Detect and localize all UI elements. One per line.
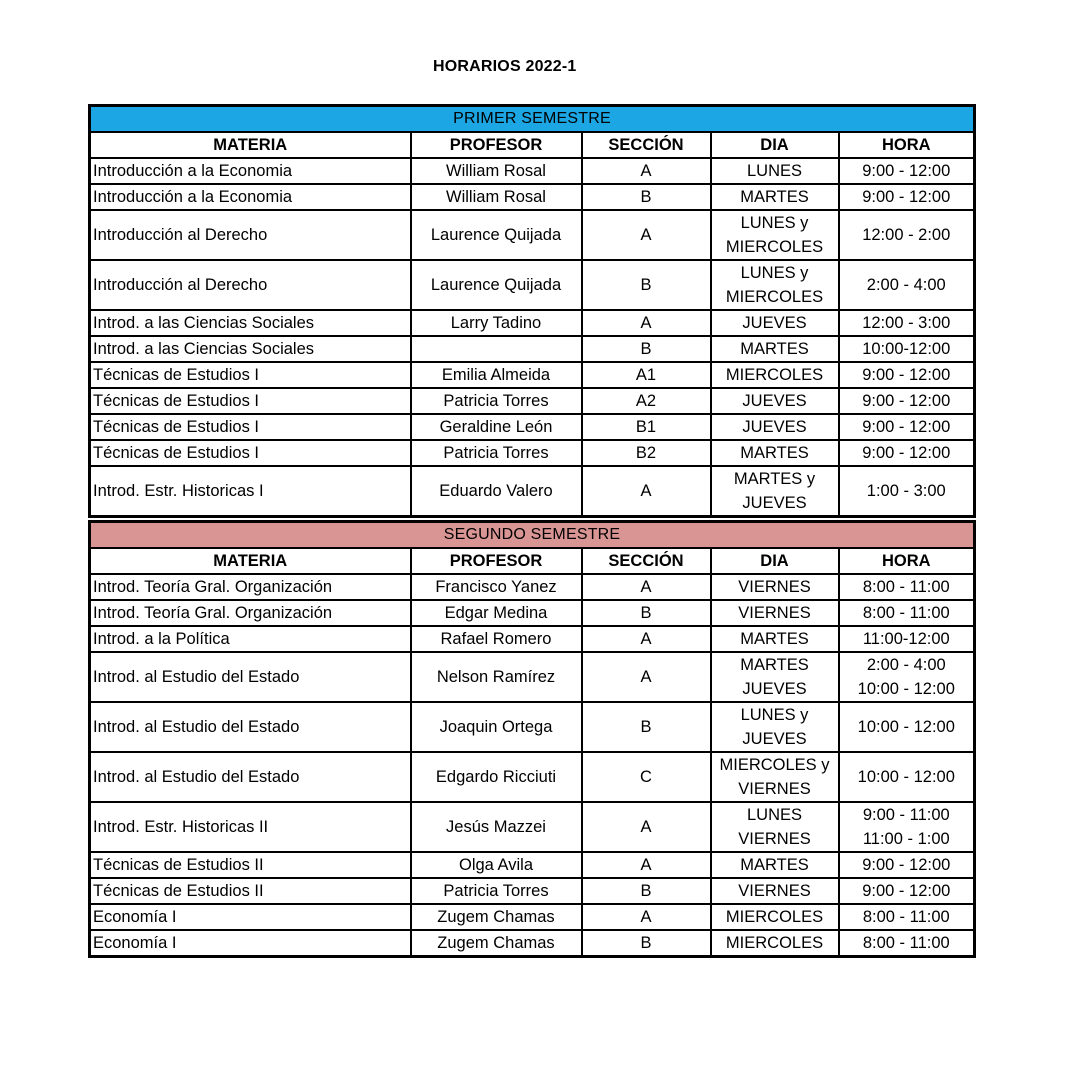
cell-materia: Introd. Estr. Historicas I [90, 466, 411, 517]
cell-profesor: Zugem Chamas [411, 930, 582, 957]
cell-materia: Técnicas de Estudios II [90, 878, 411, 904]
cell-seccion: A [582, 626, 711, 652]
hora-line: 9:00 - 11:00 [862, 806, 950, 824]
cell-seccion: B [582, 878, 711, 904]
cell-seccion: A1 [582, 362, 711, 388]
table-row [90, 210, 975, 260]
cell-hora [839, 414, 975, 440]
cell-dia [711, 626, 839, 652]
cell-materia: Introd. a las Ciencias Sociales [90, 336, 411, 362]
dia-line: MIERCOLES [725, 238, 824, 256]
cell-hora [839, 336, 975, 362]
cell-dia [711, 158, 839, 184]
cell-profesor: Emilia Almeida [411, 362, 582, 388]
dia-line: MIERCOLES y [719, 756, 830, 774]
cell-hora [839, 184, 975, 210]
hora-line: 1:00 - 3:00 [866, 482, 946, 500]
cell-materia: Introducción a la Economia [90, 184, 411, 210]
cell-hora [839, 702, 975, 752]
table-row [90, 878, 975, 904]
cell-dia [711, 414, 839, 440]
cell-dia [711, 574, 839, 600]
table-row [90, 440, 975, 466]
cell-materia: Introd. Estr. Historicas II [90, 802, 411, 852]
segundo-semestre-rows [90, 574, 975, 957]
cell-profesor: Geraldine León [411, 414, 582, 440]
cell-hora [839, 210, 975, 260]
dia-line: MARTES [740, 656, 809, 674]
hora-line: 10:00 - 12:00 [857, 718, 955, 736]
cell-dia [711, 440, 839, 466]
hora-line: 2:00 - 4:00 [866, 656, 946, 674]
cell-profesor: Edgardo Ricciuti [411, 752, 582, 802]
header-profesor: PROFESOR [411, 132, 582, 158]
dia-line: LUNES [746, 806, 803, 824]
dia-line: JUEVES [742, 418, 807, 436]
cell-dia [711, 752, 839, 802]
table-row [90, 702, 975, 752]
table-row [90, 184, 975, 210]
table-row [90, 600, 975, 626]
header-dia: DIA [711, 132, 839, 158]
header-materia: MATERIA [90, 132, 411, 158]
cell-hora [839, 878, 975, 904]
segundo-semestre-table [88, 520, 976, 958]
cell-seccion: A [582, 852, 711, 878]
cell-profesor: Edgar Medina [411, 600, 582, 626]
dia-line: JUEVES [742, 680, 807, 698]
cell-seccion: B1 [582, 414, 711, 440]
cell-dia [711, 466, 839, 517]
cell-materia: Técnicas de Estudios II [90, 852, 411, 878]
table-row [90, 652, 975, 702]
table-row [90, 388, 975, 414]
dia-line: VIERNES [738, 578, 811, 596]
cell-profesor: Nelson Ramírez [411, 652, 582, 702]
cell-seccion: A [582, 574, 711, 600]
dia-line: LUNES y [740, 706, 809, 724]
table-row [90, 626, 975, 652]
cell-dia [711, 702, 839, 752]
cell-seccion: A [582, 210, 711, 260]
cell-profesor: Francisco Yanez [411, 574, 582, 600]
table-row [90, 904, 975, 930]
hora-line: 2:00 - 4:00 [866, 276, 946, 294]
cell-profesor: Laurence Quijada [411, 260, 582, 310]
cell-hora [839, 574, 975, 600]
dia-line: JUEVES [742, 392, 807, 410]
header-dia: DIA [711, 548, 839, 574]
cell-profesor [411, 336, 582, 362]
cell-seccion: A2 [582, 388, 711, 414]
cell-profesor: Patricia Torres [411, 440, 582, 466]
cell-dia [711, 930, 839, 957]
cell-materia: Introd. al Estudio del Estado [90, 702, 411, 752]
hora-line: 8:00 - 11:00 [862, 934, 950, 952]
cell-hora [839, 904, 975, 930]
cell-profesor: William Rosal [411, 184, 582, 210]
table-row [90, 414, 975, 440]
cell-hora [839, 626, 975, 652]
hora-line: 9:00 - 12:00 [862, 418, 951, 436]
dia-line: MARTES [740, 444, 809, 462]
cell-profesor: William Rosal [411, 158, 582, 184]
dia-line: VIERNES [738, 830, 811, 848]
cell-seccion: B [582, 184, 711, 210]
cell-materia: Introd. Teoría Gral. Organización [90, 574, 411, 600]
cell-seccion: B [582, 930, 711, 957]
cell-materia: Introd. Teoría Gral. Organización [90, 600, 411, 626]
hora-line: 10:00-12:00 [862, 340, 951, 358]
cell-materia: Técnicas de Estudios I [90, 362, 411, 388]
hora-line: 9:00 - 12:00 [862, 444, 951, 462]
cell-dia [711, 878, 839, 904]
hora-line: 11:00-12:00 [862, 630, 950, 648]
cell-seccion: B [582, 336, 711, 362]
cell-hora [839, 600, 975, 626]
cell-hora [839, 652, 975, 702]
cell-profesor: Jesús Mazzei [411, 802, 582, 852]
table-row [90, 158, 975, 184]
cell-hora [839, 466, 975, 517]
hora-line: 10:00 - 12:00 [857, 680, 955, 698]
hora-line: 8:00 - 11:00 [862, 578, 950, 596]
cell-hora [839, 802, 975, 852]
dia-line: VIERNES [738, 780, 811, 798]
cell-dia [711, 362, 839, 388]
cell-dia [711, 600, 839, 626]
dia-line: JUEVES [742, 730, 807, 748]
primer-semestre-band: PRIMER SEMESTRE [90, 106, 975, 133]
cell-dia [711, 260, 839, 310]
cell-materia: Técnicas de Estudios I [90, 440, 411, 466]
table-row [90, 260, 975, 310]
header-seccion: SECCIÓN [582, 132, 711, 158]
dia-line: MARTES [740, 856, 809, 874]
cell-materia: Técnicas de Estudios I [90, 414, 411, 440]
table-row [90, 930, 975, 957]
cell-hora [839, 260, 975, 310]
cell-materia: Técnicas de Estudios I [90, 388, 411, 414]
hora-line: 12:00 - 2:00 [862, 226, 951, 244]
cell-profesor: Eduardo Valero [411, 466, 582, 517]
dia-line: MIERCOLES [725, 366, 824, 384]
hora-line: 8:00 - 11:00 [862, 908, 950, 926]
dia-line: MARTES y [733, 470, 816, 488]
cell-hora [839, 158, 975, 184]
cell-dia [711, 388, 839, 414]
cell-materia: Economía I [90, 930, 411, 957]
cell-dia [711, 652, 839, 702]
cell-profesor: Rafael Romero [411, 626, 582, 652]
cell-profesor: Joaquin Ortega [411, 702, 582, 752]
cell-seccion: B2 [582, 440, 711, 466]
primer-semestre-table [88, 104, 976, 518]
primer-semestre-rows [90, 158, 975, 517]
dia-line: MARTES [740, 630, 809, 648]
cell-profesor: Patricia Torres [411, 388, 582, 414]
cell-seccion: A [582, 904, 711, 930]
segundo-semestre-band: SEGUNDO SEMESTRE [90, 522, 975, 549]
cell-hora [839, 310, 975, 336]
header-profesor: PROFESOR [411, 548, 582, 574]
cell-materia: Introducción a la Economia [90, 158, 411, 184]
table-row [90, 466, 975, 517]
cell-dia [711, 336, 839, 362]
cell-seccion: A [582, 158, 711, 184]
table-row [90, 852, 975, 878]
hora-line: 8:00 - 11:00 [862, 604, 950, 622]
cell-hora [839, 930, 975, 957]
dia-line: LUNES y [740, 214, 809, 232]
dia-line: VIERNES [738, 882, 811, 900]
dia-line: VIERNES [738, 604, 811, 622]
dia-line: LUNES y [740, 264, 809, 282]
header-seccion: SECCIÓN [582, 548, 711, 574]
dia-line: LUNES [746, 162, 803, 180]
cell-seccion: A [582, 466, 711, 517]
table-row [90, 310, 975, 336]
cell-profesor: Laurence Quijada [411, 210, 582, 260]
table-row [90, 362, 975, 388]
cell-hora [839, 852, 975, 878]
cell-materia: Introducción al Derecho [90, 260, 411, 310]
cell-dia [711, 184, 839, 210]
hora-line: 12:00 - 3:00 [862, 314, 951, 332]
hora-line: 9:00 - 12:00 [862, 188, 951, 206]
hora-line: 9:00 - 12:00 [862, 162, 951, 180]
cell-seccion: A [582, 310, 711, 336]
cell-dia [711, 802, 839, 852]
table-row [90, 336, 975, 362]
cell-profesor: Zugem Chamas [411, 904, 582, 930]
hora-line: 9:00 - 12:00 [862, 882, 951, 900]
cell-materia: Introducción al Derecho [90, 210, 411, 260]
cell-hora [839, 440, 975, 466]
dia-line: MARTES [740, 340, 809, 358]
dia-line: MARTES [740, 188, 809, 206]
hora-line: 9:00 - 12:00 [862, 366, 951, 384]
cell-hora [839, 362, 975, 388]
cell-seccion: B [582, 260, 711, 310]
cell-seccion: C [582, 752, 711, 802]
cell-dia [711, 904, 839, 930]
cell-hora [839, 752, 975, 802]
cell-seccion: B [582, 600, 711, 626]
hora-line: 10:00 - 12:00 [857, 768, 955, 786]
cell-seccion: A [582, 802, 711, 852]
dia-line: MIERCOLES [725, 934, 824, 952]
dia-line: MIERCOLES [725, 908, 824, 926]
dia-line: MIERCOLES [725, 288, 824, 306]
hora-line: 9:00 - 12:00 [862, 856, 951, 874]
cell-profesor: Olga Avila [411, 852, 582, 878]
cell-materia: Introd. a las Ciencias Sociales [90, 310, 411, 336]
table-row [90, 574, 975, 600]
cell-seccion: B [582, 702, 711, 752]
cell-dia [711, 210, 839, 260]
cell-materia: Introd. al Estudio del Estado [90, 752, 411, 802]
cell-materia: Introd. a la Política [90, 626, 411, 652]
dia-line: JUEVES [742, 494, 807, 512]
header-hora: HORA [839, 132, 975, 158]
header-materia: MATERIA [90, 548, 411, 574]
table-row [90, 752, 975, 802]
cell-dia [711, 852, 839, 878]
dia-line: JUEVES [742, 314, 807, 332]
hora-line: 11:00 - 1:00 [862, 830, 950, 848]
cell-hora [839, 388, 975, 414]
cell-materia: Economía I [90, 904, 411, 930]
cell-materia: Introd. al Estudio del Estado [90, 652, 411, 702]
cell-profesor: Larry Tadino [411, 310, 582, 336]
cell-dia [711, 310, 839, 336]
header-hora: HORA [839, 548, 975, 574]
cell-seccion: A [582, 652, 711, 702]
cell-profesor: Patricia Torres [411, 878, 582, 904]
page-title: HORARIOS 2022-1 [433, 58, 577, 75]
hora-line: 9:00 - 12:00 [862, 392, 951, 410]
table-row [90, 802, 975, 852]
